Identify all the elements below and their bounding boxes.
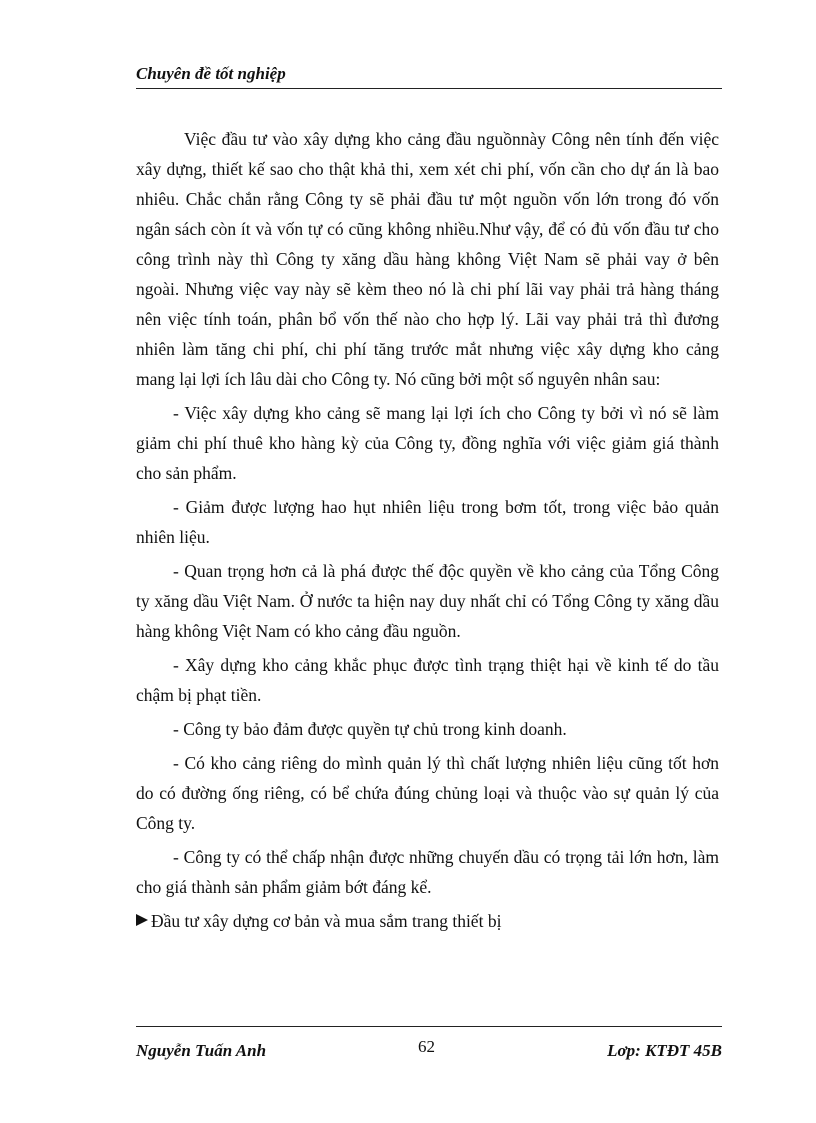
document-title: Chuyên đề tốt nghiệp bbox=[136, 64, 286, 83]
footer-author: Nguyễn Tuấn Anh bbox=[136, 1041, 267, 1060]
body-text bbox=[136, 124, 719, 936]
page-footer bbox=[136, 1026, 722, 1060]
bullet-item: - Công ty bảo đảm được quyền tự chủ trong kinh doanh. bbox=[173, 719, 567, 739]
arrow-right-icon bbox=[136, 914, 148, 926]
page-number: 62 bbox=[418, 1037, 435, 1056]
section-heading bbox=[136, 906, 719, 936]
page-header bbox=[136, 62, 722, 89]
intro-paragraph: Việc đầu tư vào xây dựng kho cảng đầu nguồnnày Công nên tính đến việc xây dựng, thiết kế sao cho thật khả thi, xem xét chi phí, vốn cần cho dự án là bao nhiêu. Chắc chắn rằng Công ty sẽ phải đầu tư một nguồn vốn lớn trong đó vốn ngân sách còn ít và vốn tự có cũng không nhiều.Như vậy, để có đủ vốn đầu tư cho công trình này thì Công ty xăng dầu hàng không Việt Nam sẽ phải vay ở bên ngoài. Nhưng việc vay này sẽ kèm theo nó là chi phí lãi vay phải trả hàng tháng nên việc tính toán, phân bổ vốn thế nào cho hợp lý. Lãi vay phải trả thì đương nhiên làm tăng chi phí, chi phí tăng trước mắt nhưng việc xây dựng kho cảng mang lại lợi ích lâu dài cho Công ty. Nó cũng bởi một số nguyên nhân sau: bbox=[136, 129, 719, 389]
bullet-item: - Việc xây dựng kho cảng sẽ mang lại lợi ích cho Công ty bởi vì nó sẽ làm giảm chi phí thuê kho hàng kỳ của Công ty, đồng nghĩa với việc giảm giá thành cho sản phẩm. bbox=[136, 403, 719, 483]
bullet-item: - Giảm được lượng hao hụt nhiên liệu trong bơm tốt, trong việc bảo quản nhiên liệu. bbox=[136, 497, 719, 547]
footer-class: Lơp: KTĐT 45B bbox=[607, 1041, 722, 1060]
bullet-item: - Xây dựng kho cảng khắc phục được tình trạng thiệt hại về kinh tế do tầu chậm bị phạt tiền. bbox=[136, 655, 719, 705]
bullet-item: - Công ty có thể chấp nhận được những chuyến dầu có trọng tải lớn hơn, làm cho giá thành sản phẩm giảm bớt đáng kể. bbox=[136, 847, 719, 897]
bullet-item: - Có kho cảng riêng do mình quản lý thì chất lượng nhiên liệu cũng tốt hơn do có đường ống riêng, có bể chứa đúng chủng loại và thuộc vào sự quản lý của Công ty. bbox=[136, 753, 719, 833]
section-heading-text: Đầu tư xây dựng cơ bản và mua sắm trang thiết bị bbox=[151, 911, 502, 931]
bullet-item: - Quan trọng hơn cả là phá được thế độc quyền về kho cảng của Tổng Công ty xăng dầu Việt Nam. Ở nước ta hiện nay duy nhất chỉ có Tổng Công ty xăng dầu hàng không Việt Nam có kho cảng đầu nguồn. bbox=[136, 561, 719, 641]
